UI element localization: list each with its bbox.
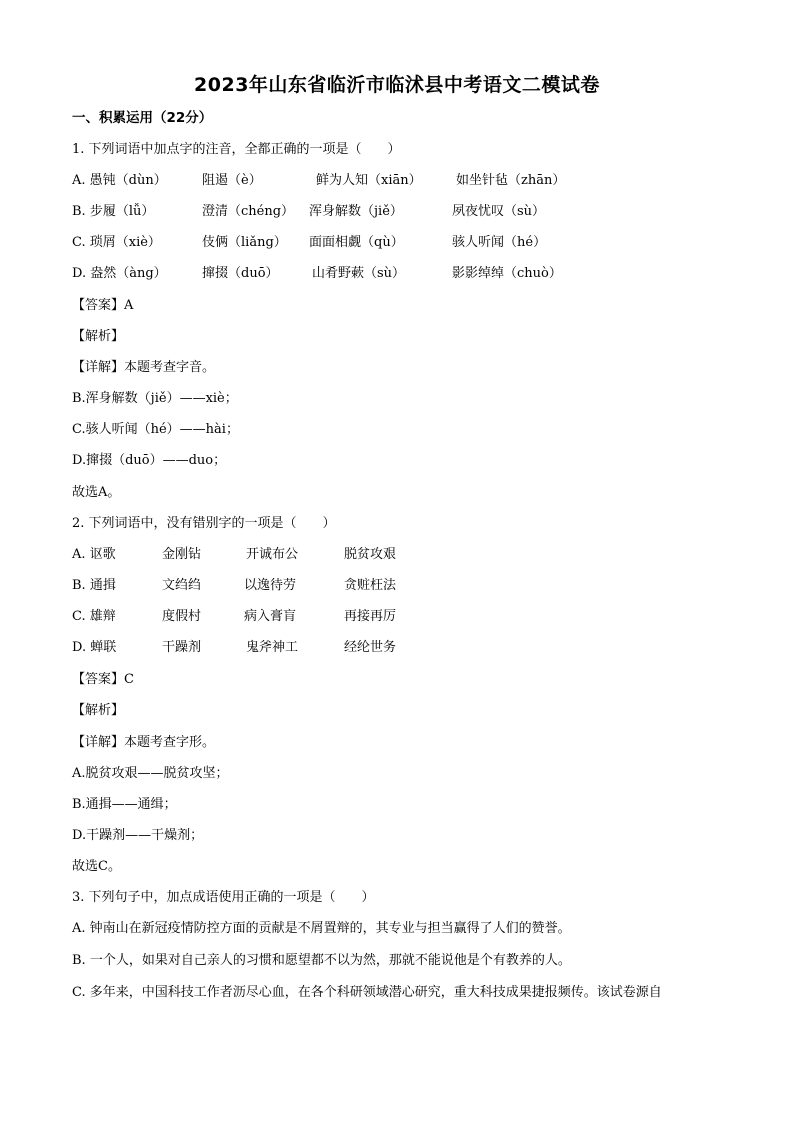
q1-option-b-word-3: 浑身解数（jiě） <box>309 204 403 219</box>
q1-option-d-word-1: D. 盎然（àng） <box>72 266 167 281</box>
q2-option-d-word-3: 鬼斧神工 <box>246 640 299 655</box>
q3-option-b[interactable]: B. 一个人，如果对自己亲人的习惯和愿望都不以为然，那就不能说他是个有教养的人。 <box>72 953 571 968</box>
q2-option-a[interactable] <box>72 547 752 563</box>
q1-analysis-label: 【解析】 <box>72 329 125 344</box>
q1-option-d-word-2: 撺掇（duō） <box>202 266 279 281</box>
q1-detail: 【详解】本题考查字音。 <box>72 360 216 375</box>
q1-option-b-word-4: 夙夜忧叹（sù） <box>452 204 546 219</box>
q1-note-c: C.骇人听闻（hé）——hài； <box>72 422 239 437</box>
q1-option-c[interactable] <box>72 235 752 251</box>
section-heading: 一、积累运用（22分） <box>72 110 213 126</box>
q2-option-b-word-4: 贪赃枉法 <box>344 578 397 593</box>
q2-option-a-word-2: 金刚钻 <box>162 547 202 562</box>
question-2-stem: 2. 下列词语中，没有错别字的一项是（ ） <box>72 516 336 531</box>
q1-option-c-word-2: 伎俩（liǎng） <box>202 235 287 250</box>
q2-option-b-word-1: B. 通揖 <box>72 578 116 593</box>
q1-option-a-word-1: A. 愚钝（dùn） <box>72 173 167 188</box>
q2-note-d: D.干躁剂——干燥剂； <box>72 828 204 843</box>
q2-detail: 【详解】本题考查字形。 <box>72 735 216 750</box>
q2-option-d-word-1: D. 蝉联 <box>72 640 117 655</box>
q1-option-b-word-1: B. 步履（lǚ） <box>72 204 155 219</box>
q2-option-a-word-3: 开诚布公 <box>246 547 299 562</box>
q2-option-b[interactable] <box>72 578 752 594</box>
page-title: 2023年山东省临沂市临沭县中考语文二模试卷 <box>194 74 600 96</box>
q1-option-a-word-4: 如坐针毡（zhān） <box>456 173 566 188</box>
q1-option-d-word-4: 影影绰绰（chuò） <box>452 266 562 281</box>
q2-option-c[interactable] <box>72 609 752 625</box>
q1-option-c-word-1: C. 琐屑（xiè） <box>72 235 161 250</box>
q1-option-a-word-2: 阻遏（è） <box>202 173 262 188</box>
q2-option-c-word-1: C. 雄辩 <box>72 609 116 624</box>
q1-note-d: D.撺掇（duō）——duo； <box>72 453 227 468</box>
q2-note-b: B.通揖——通缉； <box>72 797 177 812</box>
q1-option-a[interactable] <box>72 173 752 189</box>
q2-option-b-word-2: 文绉绉 <box>162 578 202 593</box>
q1-option-b-word-2: 澄清（chéng） <box>202 204 295 219</box>
q1-option-d[interactable] <box>72 266 752 282</box>
q1-option-c-word-3: 面面相觑（qù） <box>309 235 404 250</box>
q3-option-a[interactable]: A. 钟南山在新冠疫情防控方面的贡献是不屑置辩的，其专业与担当赢得了人们的赞誉。 <box>72 921 571 936</box>
q1-option-b[interactable] <box>72 204 752 220</box>
q2-option-c-word-4: 再接再厉 <box>344 609 397 624</box>
q2-option-c-word-3: 病入膏肓 <box>244 609 297 624</box>
q2-option-a-word-4: 脱贫攻艰 <box>344 547 397 562</box>
q1-conclusion: 故选A。 <box>72 485 121 500</box>
q2-option-a-word-1: A. 讴歌 <box>72 547 116 562</box>
q2-analysis-label: 【解析】 <box>72 703 125 718</box>
q2-option-d[interactable] <box>72 640 752 656</box>
q2-answer: 【答案】C <box>72 672 134 687</box>
q2-option-d-word-4: 经纶世务 <box>344 640 397 655</box>
q2-option-b-word-3: 以逸待劳 <box>244 578 297 593</box>
q1-option-d-word-3: 山肴野蔌（sù） <box>312 266 406 281</box>
q2-conclusion: 故选C。 <box>72 859 121 874</box>
question-3-stem: 3. 下列句子中，加点成语使用正确的一项是（ ） <box>72 890 375 905</box>
q2-option-c-word-2: 度假村 <box>162 609 202 624</box>
q2-option-d-word-2: 干躁剂 <box>162 640 202 655</box>
question-1-stem: 1. 下列词语中加点字的注音，全都正确的一项是（ ） <box>72 142 401 157</box>
q1-answer: 【答案】A <box>72 298 134 313</box>
q3-option-c[interactable]: C. 多年来，中国科技工作者沥尽心血，在各个科研领域潜心研究，重大科技成果捷报频传。该试卷源自 <box>72 985 662 1000</box>
q2-note-a: A.脱贫攻艰——脱贫攻坚； <box>72 766 229 781</box>
q1-option-a-word-3: 鲜为人知（xiān） <box>316 173 422 188</box>
q1-option-c-word-4: 骇人听闻（hé） <box>452 235 547 250</box>
q1-note-b: B.浑身解数（jiě）——xiè； <box>72 391 238 406</box>
